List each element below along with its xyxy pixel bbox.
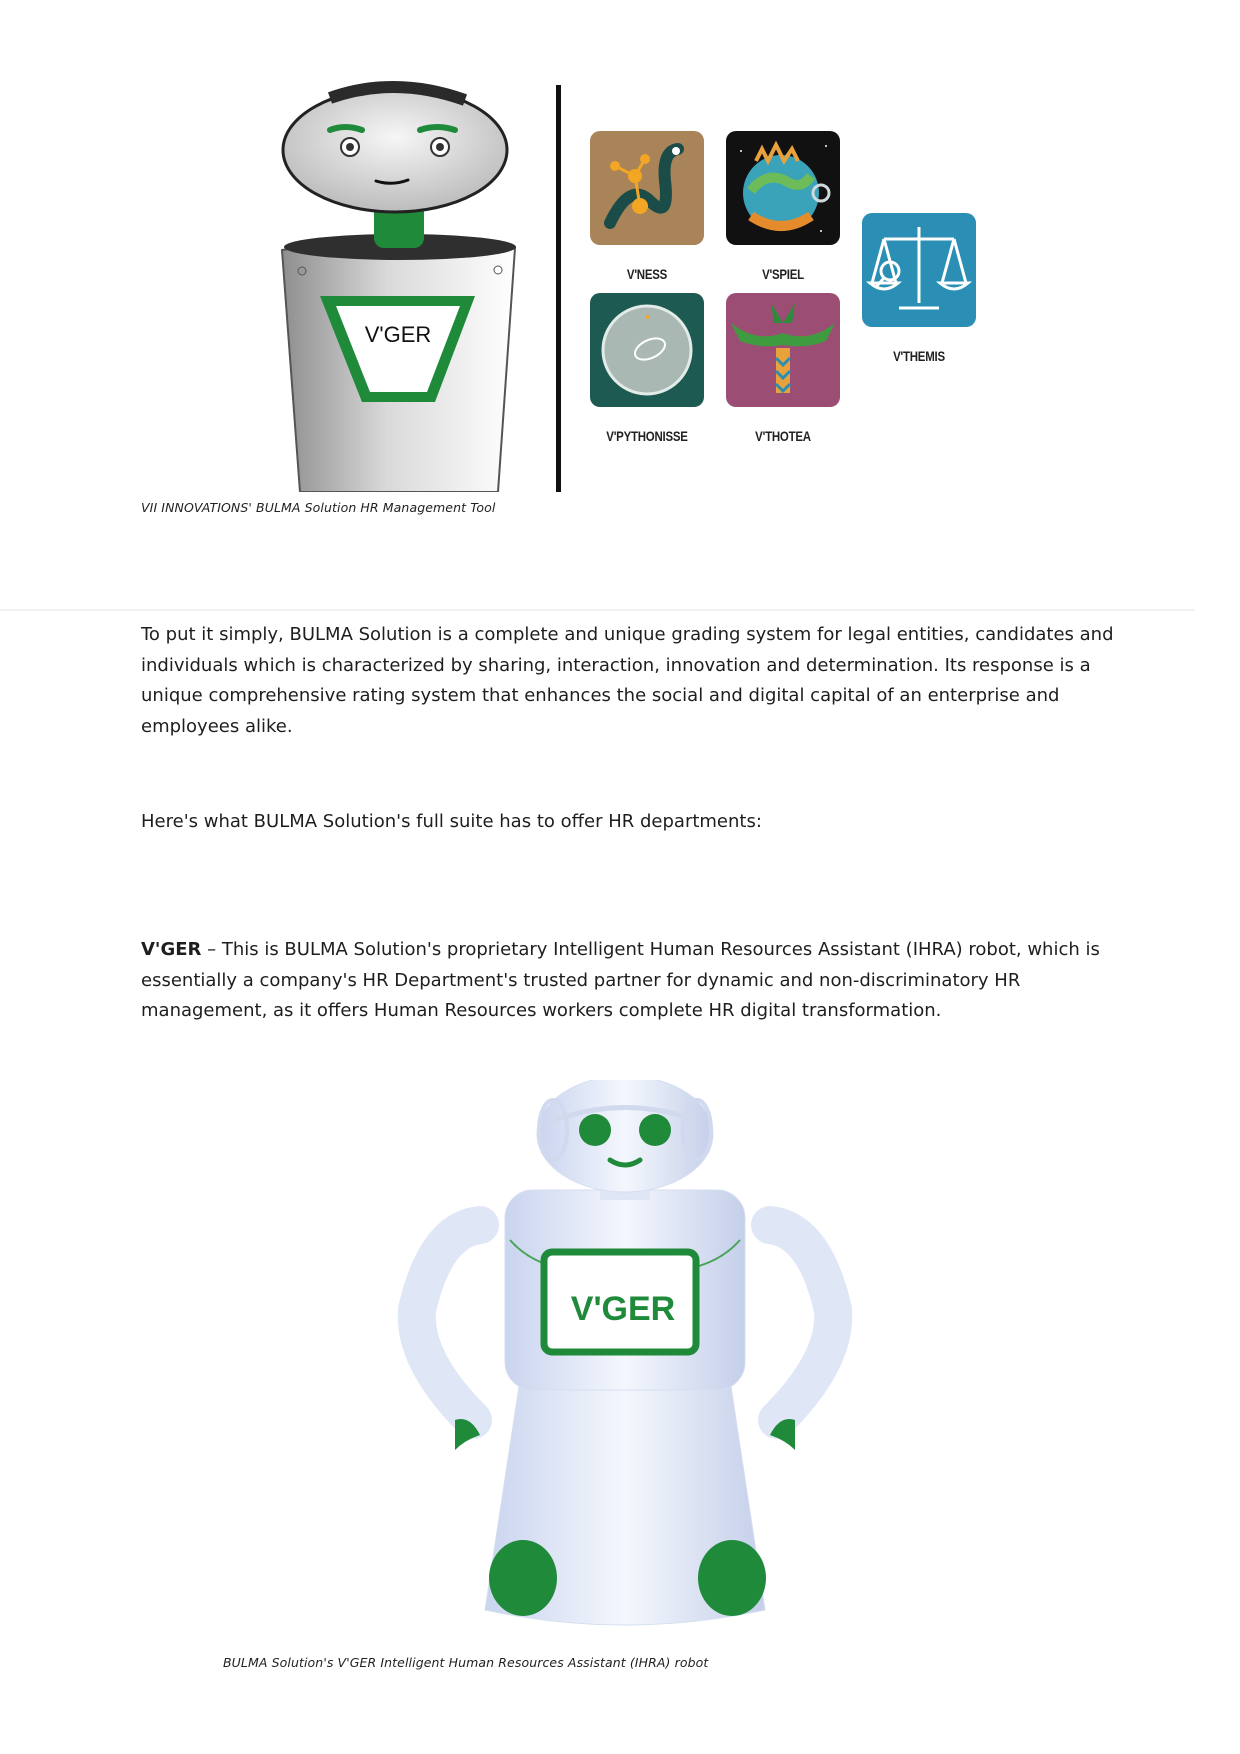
vthemis-app-icon	[862, 213, 976, 327]
vger-cartoon-robot	[270, 80, 530, 492]
vger-paragraph	[141, 935, 1131, 1027]
vthemis-app-label: V'THEMIS	[893, 348, 945, 364]
vger-description: – This is BULMA Solution's proprietary Intelligent Human Resources Assistant (IHRA) robot, which is essentially a company's HR Department's trusted partner for dynamic and non-discriminatory HR management, as it offers Human Resources workers complete HR digital transformation.	[141, 939, 1100, 1021]
figure-bulma-tools	[0, 0, 1240, 520]
vger-3d-robot	[395, 1080, 855, 1636]
figure1-caption: VII INNOVATIONS' BULMA Solution HR Management Tool	[141, 500, 496, 515]
figure-divider	[556, 85, 561, 492]
vthotea-app-icon	[726, 293, 840, 407]
intro-paragraph: To put it simply, BULMA Solution is a complete and unique grading system for legal entities, candidates and individuals which is characterized by sharing, interaction, innovation and determination. Its response is a unique comprehensive rating system that enhances the social and digital capital of an enterprise and employees alike.	[141, 624, 1114, 737]
vpythonisse-app-label: V'PYTHONISSE	[606, 428, 688, 444]
vger-term: V'GER	[141, 939, 202, 960]
section-separator	[0, 609, 1195, 611]
vger-cartoon-badge-label: V'GER	[364, 322, 432, 347]
vspiel-app-icon	[726, 131, 840, 245]
suite-paragraph: Here's what BULMA Solution's full suite has to offer HR departments:	[141, 811, 762, 832]
vspiel-app-label: V'SPIEL	[762, 266, 804, 282]
vpythonisse-app-icon	[590, 293, 704, 407]
vness-app-icon	[590, 131, 704, 245]
vthotea-app-label: V'THOTEA	[755, 428, 811, 444]
vger-3d-badge-label: V'GER	[570, 1290, 676, 1328]
figure2-caption: BULMA Solution's V'GER Intelligent Human Resources Assistant (IHRA) robot	[223, 1655, 709, 1670]
vness-app-label: V'NESS	[626, 266, 668, 282]
